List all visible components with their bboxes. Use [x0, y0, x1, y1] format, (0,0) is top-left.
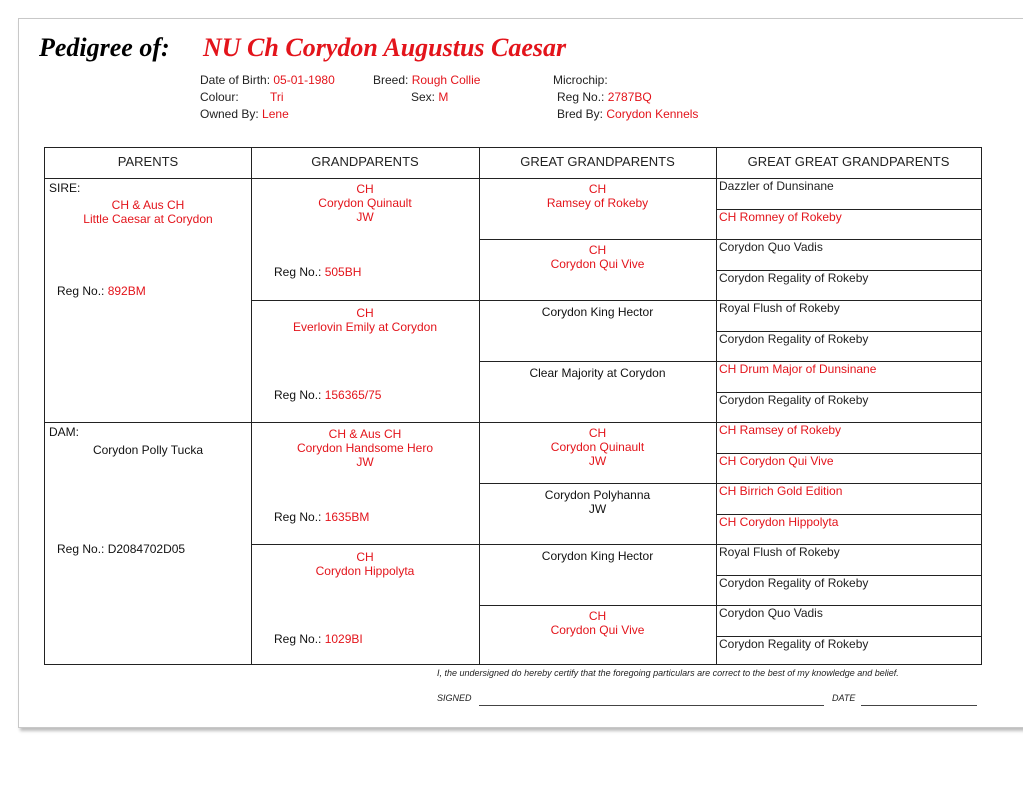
gp-divider: [251, 544, 716, 545]
reg-label: Reg No.:: [274, 265, 322, 279]
ggp-divider: [479, 361, 716, 362]
reg-label: Reg No.:: [57, 284, 105, 298]
microchip-row: [553, 73, 608, 87]
gp-reg: [274, 388, 381, 402]
ggp-name: Corydon Quinault: [550, 440, 645, 454]
gp-suffix: JW: [356, 210, 374, 224]
gp-reg-value: 505BH: [324, 265, 362, 279]
gp-name: Corydon Quinault: [318, 196, 412, 210]
bred-row: [557, 107, 698, 121]
ggp-title: CH: [588, 609, 607, 623]
owned-label: Owned By:: [200, 107, 259, 121]
col-divider: [479, 148, 480, 664]
sire-reg: [57, 284, 146, 298]
ggp-name: Ramsey of Rokeby: [546, 196, 649, 210]
breed-row: [373, 73, 480, 87]
dob-label: Date of Birth:: [200, 73, 271, 87]
date-line[interactable]: [861, 705, 977, 706]
signed-label: SIGNED: [437, 693, 472, 703]
gp-divider: [251, 300, 716, 301]
reg-label: Reg No.:: [274, 632, 322, 646]
colour-row: [200, 90, 284, 104]
regno-value: 2787BQ: [607, 90, 652, 104]
breed-value: Rough Collie: [411, 73, 481, 87]
gggp-entry: Royal Flush of Rokeby: [719, 301, 840, 315]
gggp-entry: Corydon Regality of Rokeby: [719, 271, 869, 285]
ggp-name: Corydon Polyhanna: [544, 488, 651, 502]
great-grandparent-cell: [479, 426, 716, 468]
gggp-entry: CH Ramsey of Rokeby: [719, 423, 842, 437]
great-grandparent-cell: [479, 609, 716, 637]
gp-title: CH & Aus CH: [328, 427, 402, 441]
gp-reg: [274, 265, 361, 279]
colour-label: Colour:: [200, 90, 239, 104]
gp-reg-value: 1029BI: [324, 632, 363, 646]
gggp-entry: Corydon Regality of Rokeby: [719, 332, 869, 346]
header-grandparents: GRANDPARENTS: [311, 154, 419, 169]
dob-row: [200, 73, 335, 87]
great-grandparent-cell: [479, 182, 716, 210]
gggp-entry: Royal Flush of Rokeby: [719, 545, 840, 559]
date-label: DATE: [832, 693, 856, 703]
ggp-title: CH: [588, 426, 607, 440]
dob-value: 05-01-1980: [273, 73, 335, 87]
bred-value: Corydon Kennels: [606, 107, 699, 121]
owned-value: Lene: [262, 107, 289, 121]
grandparent-cell: [251, 306, 479, 334]
regno-row: [557, 90, 652, 104]
header-divider: [45, 178, 981, 179]
great-grandparent-cell: [479, 488, 716, 516]
colour-value: Tri: [270, 90, 284, 104]
header-great-great-grandparents: GREAT GREAT GRANDPARENTS: [747, 154, 950, 169]
gggp-entry: Corydon Quo Vadis: [719, 240, 823, 254]
parents-divider: [45, 422, 716, 423]
grandparent-cell: [251, 427, 479, 469]
owned-row: [200, 107, 289, 121]
gp-title: CH: [356, 306, 374, 320]
sex-row: [411, 90, 448, 104]
gp-suffix: JW: [356, 455, 374, 469]
pedigree-page: [18, 18, 1023, 728]
breed-label: Breed:: [373, 73, 409, 87]
sex-value: M: [438, 90, 449, 104]
great-grandparent-cell: [479, 366, 716, 380]
regno-label: Reg No.:: [557, 90, 605, 104]
ggp-title: CH: [588, 243, 607, 257]
gp-title: CH: [356, 182, 374, 196]
dam-role: DAM:: [49, 425, 79, 439]
ggp-name: Clear Majority at Corydon: [529, 366, 666, 380]
header-great-grandparents: GREAT GRANDPARENTS: [520, 154, 675, 169]
grandparent-cell: [251, 550, 479, 578]
col-divider: [251, 148, 252, 664]
ggp-divider: [479, 239, 716, 240]
great-grandparent-cell: [479, 243, 716, 271]
dam-name: Corydon Polly Tucka: [92, 443, 204, 457]
gp-name: Corydon Handsome Hero: [296, 441, 434, 455]
gp-reg-value: 156365/75: [324, 388, 382, 402]
gp-title: CH: [356, 550, 374, 564]
sire-role: SIRE:: [49, 181, 81, 195]
ggp-divider: [479, 605, 716, 606]
gp-reg: [274, 632, 363, 646]
gggp-entry: CH Romney of Rokeby: [719, 210, 842, 224]
ggp-suffix: JW: [588, 454, 607, 468]
certify-text: I, the undersigned do hereby certify that the foregoing particulars are correct to the best of my knowledge and belief.: [437, 668, 899, 678]
gggp-entry: Corydon Regality of Rokeby: [719, 637, 869, 651]
gggp-entry: Corydon Quo Vadis: [719, 606, 823, 620]
sex-label: Sex:: [411, 90, 436, 104]
col-divider: [716, 148, 717, 664]
reg-label: Reg No.:: [274, 510, 322, 524]
signature-line[interactable]: [479, 705, 824, 706]
microchip-label: Microchip:: [553, 73, 608, 87]
sire-title: CH & Aus CH: [111, 198, 185, 212]
ggp-name: Corydon Qui Vive: [550, 257, 645, 271]
grandparent-cell: [251, 182, 479, 224]
header-parents: PARENTS: [117, 154, 179, 169]
ggp-name: Corydon Qui Vive: [550, 623, 645, 637]
ggp-name: Corydon King Hector: [541, 549, 654, 563]
title-label: Pedigree of:: [39, 33, 170, 62]
reg-label: Reg No.:: [274, 388, 322, 402]
sire-name: Little Caesar at Corydon: [83, 212, 213, 226]
sire-reg-value: 892BM: [107, 284, 146, 298]
ggp-divider: [479, 483, 716, 484]
gggp-entry: Corydon Regality of Rokeby: [719, 576, 869, 590]
great-grandparent-cell: [479, 549, 716, 563]
dam-reg: [57, 542, 185, 556]
gggp-entry: CH Corydon Hippolyta: [719, 515, 839, 529]
ggp-suffix: JW: [588, 502, 607, 516]
gp-reg-value: 1635BM: [324, 510, 370, 524]
gggp-entry: CH Birrich Gold Edition: [719, 484, 843, 498]
gp-name: Everlovin Emily at Corydon: [292, 320, 438, 334]
ggp-name: Corydon King Hector: [541, 305, 654, 319]
gp-name: Corydon Hippolyta: [315, 564, 415, 578]
sire-cell: [45, 198, 251, 226]
pedigree-table: [44, 147, 982, 665]
dam-reg-value: D2084702D05: [107, 542, 186, 556]
dog-name: NU Ch Corydon Augustus Caesar: [203, 33, 567, 62]
bred-label: Bred By:: [557, 107, 604, 121]
gggp-entry: CH Drum Major of Dunsinane: [719, 362, 877, 376]
gp-reg: [274, 510, 369, 524]
great-grandparent-cell: [479, 305, 716, 319]
gggp-entry: CH Corydon Qui Vive: [719, 454, 834, 468]
ggp-title: CH: [588, 182, 607, 196]
gggp-entry: Dazzler of Dunsinane: [719, 179, 834, 193]
gggp-entry: Corydon Regality of Rokeby: [719, 393, 869, 407]
reg-label: Reg No.:: [57, 542, 105, 556]
